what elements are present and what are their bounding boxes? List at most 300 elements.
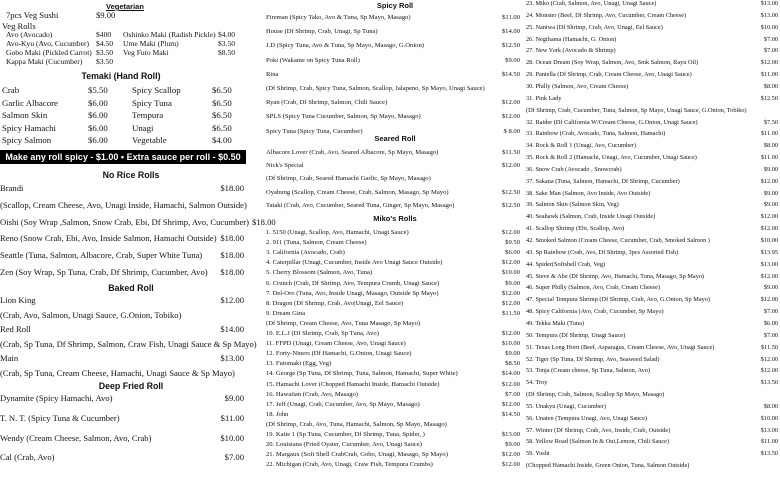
menu-item [266, 341, 520, 348]
menu-item-price: $7.00 [763, 308, 778, 316]
menu-item-price [775, 108, 778, 114]
menu-item-price [257, 340, 260, 349]
menu-item-name: Ryan (Crab, Df Shrimp, Salmon, Chili Sauce) [266, 99, 388, 107]
menu-item [526, 297, 778, 303]
menu-item [266, 361, 520, 368]
menu-item-price: $8.00 [763, 82, 778, 90]
menu-item [266, 190, 520, 197]
menu-item [266, 203, 520, 210]
menu-item [266, 230, 520, 237]
menu-item [526, 179, 778, 185]
menu-item-price: $13.50 [760, 379, 778, 387]
menu-item-price: $12.50 [760, 94, 778, 102]
menu-item-price: $13.00 [760, 426, 778, 434]
menu-item [526, 345, 778, 351]
veg-rolls-label: Veg Rolls [2, 21, 36, 31]
menu-item-price: $14.00 [501, 370, 520, 378]
menu-item-price: $12.50 [501, 201, 520, 209]
menu-item-name: Crab [2, 85, 20, 95]
menu-item-price: $9.00 [763, 201, 778, 209]
menu-item-price: $7.00 [505, 390, 520, 398]
menu-item-name: SPLS (Spicy Tuna Cucumber, Salmon, Sp Mayo, Masago) [266, 113, 421, 121]
menu-item [0, 234, 244, 243]
menu-item-name: 45. Steve & Abe (Df Shrimp, Avo, Hamachi, Tuna, Masago, Sp Mayo) [526, 272, 705, 280]
menu-item-name: Tempura [132, 110, 164, 121]
menu-item-price: $9.00 [505, 441, 520, 449]
menu-item-price [517, 176, 520, 183]
menu-item-name: 16. Hawaiian (Crab, Avo, Masago) [266, 390, 358, 398]
menu-item [266, 281, 520, 288]
menu-item-price: $13.00 [760, 0, 778, 7]
menu-item [526, 202, 778, 208]
menu-item-name: Zen (Soy Wrap, Sp Tuna, Crab, Df Shrimp, Cucumber, Avo) [0, 267, 208, 277]
menu-item-name: 38. Sake Man (Salmon, Avo Inside, Avo Outside) [526, 189, 651, 197]
menu-item-price: $6.50 [212, 97, 232, 108]
menu-item-price: $11.50 [760, 343, 778, 351]
menu-item-price: $11.00 [220, 412, 244, 423]
menu-item [526, 250, 778, 256]
menu-item [526, 214, 778, 220]
menu-item [266, 43, 520, 50]
menu-item [526, 108, 778, 114]
menu-item [526, 13, 778, 19]
menu-item-price: $12.00 [760, 296, 778, 304]
menu-item-price [517, 422, 520, 429]
menu-item-name: (Crab, Sp Tuna, Cream Cheese, Hamachi, Unagi Sauce & Sp Mayo) [0, 367, 235, 378]
menu-item-name: Spicy Hamachi [2, 122, 56, 133]
menu-item-name: (Crab, Sp Tuna, Df Shrimp, Salmon, Craw Fish, Unagi Sauce & Sp Mayo) [0, 338, 257, 349]
menu-item-name: 6. Crunch (Crab, Df Shrimp, Avo, Tempura Crumb, Unagi Sauce) [266, 279, 440, 287]
menu-item-name: 54. Troy [526, 379, 548, 387]
menu-item-price: $12.00 [501, 229, 520, 236]
menu-item [526, 155, 778, 161]
menu-item [0, 453, 244, 462]
menu-item [0, 414, 244, 423]
menu-item-price: $4.00 [212, 135, 232, 146]
menu-item [0, 199, 247, 210]
menu-item-price: $5.50 [88, 85, 108, 95]
menu-item-name: 56. Unaten (Tempura Unagi, Avo, Unagi Sauce) [526, 414, 647, 422]
menu-item-name: Gobo Maki (Pickled Carrot) [6, 48, 92, 57]
menu-item-price [775, 392, 778, 398]
menu-item-price: $12.00 [501, 299, 520, 307]
menu-item-name: Avo-Kyu (Avo, Cucumber) [6, 39, 90, 48]
menu-item [526, 439, 778, 445]
menu-item [526, 1, 778, 7]
menu-item [266, 442, 520, 449]
menu-item-price: $12.00 [760, 213, 778, 221]
spicy-roll-header: Spicy Roll [376, 1, 414, 10]
menu-item-price: $12.00 [501, 99, 520, 107]
menu-item-price [775, 463, 778, 469]
menu-item-name: 59. Yoshi [526, 450, 550, 458]
menu-item-name: 49. Tekka Maki (Tuna) [526, 319, 584, 327]
menu-item-price: $3.50 [96, 57, 114, 66]
menu-item-price: $14.50 [501, 410, 520, 418]
menu-item [0, 338, 257, 349]
menu-item-name: 52. Tiger (Sp Tuna, Df Shrimp, Avo, Seaweed Salad) [526, 355, 660, 363]
menu-item-name: 18. John [266, 410, 289, 418]
menu-item-name: 51. Texas Long Horn (Beef, Asparagus, Cream Cheese, Avo, Unagi Sauce) [526, 343, 715, 351]
menu-item [0, 216, 276, 227]
menu-item-name: 37. Sakana (Tuna, Salmon, Hamachi, Df Shrimp, Cucumber) [526, 177, 680, 185]
menu-item-name: (Df Shrimp, Crab, Cucumber, Tuna, Salmon, Sp Mayo, Unagi Sauce, G.Onion, Tobiko) [526, 106, 747, 114]
menu-item [266, 100, 520, 107]
menu-item-price: $400 [96, 30, 112, 39]
menu-item-price: $6.00 [505, 249, 520, 257]
menu-item [0, 369, 244, 378]
no-rice-header: No Rice Rolls [102, 170, 160, 180]
menu-item-name: 19. Katie 1 (Sp Tuna, Cucumber, Df Shrimp, Tuna, Spider, ) [266, 431, 425, 438]
menu-item-name: 17. Jeff (Unagi, Crab, Cucumber, Avo, Sp Mayo, Masago) [266, 400, 420, 408]
menu-item [266, 402, 520, 409]
menu-item-price: $11.00 [502, 14, 520, 21]
menu-item-name: (Df Shrimp, Crab, Seared Hamachi Garlic, Sp Mayo, Masago) [266, 175, 431, 183]
menu-item [266, 382, 520, 389]
menu-item-name: (Df Shrimp, Crab, Avo, Tuna, Hamachi, Salmon, Sp Mayo, Masago) [266, 420, 447, 428]
menu-item-name: 25. Naniwa (Df Shrimp, Crab, Avo, Unagi, Eel Sauce) [526, 23, 663, 31]
menu-item-price: $7.00 [763, 331, 778, 339]
menu-item-name: 9. Dream Gina [266, 309, 305, 317]
menu-item [526, 428, 778, 434]
menu-item [526, 321, 778, 327]
menu-item [266, 270, 520, 277]
menu-item-name: Kappa Maki (Cucumber) [6, 57, 83, 66]
menu-item-price: $12.00 [501, 451, 520, 459]
menu-item-name: Garlic Albacore [2, 97, 58, 108]
menu-item [526, 416, 778, 422]
menu-item-price: $9.50 [505, 239, 520, 247]
menu-item-price: $14.50 [501, 70, 520, 78]
menu-item [526, 96, 778, 102]
menu-item-price: $12.00 [760, 59, 778, 67]
menu-item [526, 131, 778, 137]
menu-item [526, 60, 778, 66]
menu-item-price: $9.00 [505, 56, 520, 64]
menu-item-price: $12.00 [760, 177, 778, 185]
menu-item-price: $9.00 [763, 189, 778, 197]
menu-item [266, 58, 520, 65]
menu-item-name: Oishi (Soy Wrap ,Salmon, Snow Crab, Ebi, Df Shrimp, Avo, Cucumber) [0, 216, 250, 227]
menu-item [526, 84, 778, 90]
menu-item-name: Red Roll [0, 324, 31, 334]
menu-item-name: Cal (Crab, Avo) [0, 452, 55, 463]
menu-item [526, 451, 778, 457]
menu-item-price: $12.50 [501, 42, 520, 50]
menu-item-price: $12.00 [501, 289, 520, 297]
menu-item-name: (Crab, Avo, Salmon, Unagi Sauce, G.Onion, Tobiko) [0, 309, 182, 320]
menu-item-price: $9.00 [763, 165, 778, 173]
menu-item-price: $7.00 [763, 35, 778, 43]
menu-item-name: Wendy (Cream Cheese, Salmon, Avo, Crab) [0, 432, 152, 443]
menu-item [266, 29, 520, 36]
menu-item [266, 371, 520, 378]
menu-item-name: 46. Super Philly (Salmon, Avo, Crab, Cream Cheese) [526, 284, 661, 292]
menu-item-price: $10.00 [760, 23, 778, 31]
menu-item-name: 41. Scallop Shrimp (Ebi, Scallop, Avo) [526, 225, 625, 233]
menu-item-price: $11.50 [502, 149, 520, 156]
menu-item [526, 238, 778, 244]
menu-item-name: 7. Del-Oro (Tuna, Avo, Inside Unagi, Masago, Outside Sp Mayo) [266, 289, 439, 297]
menu-item-price: $7.00 [763, 47, 778, 55]
menu-item-name: 36. Snow Crab (Avocado , Snowcrab) [526, 165, 622, 173]
menu-item [266, 260, 520, 267]
menu-item-name: 50. Tempura (Df Shrimp, Unagi Sauce) [526, 331, 626, 339]
menu-item-name: 15. Hamachi Lover (Chopped Hamachi Inside, Hamachi Outside) [266, 380, 440, 388]
menu-item-price: $6.00 [88, 97, 108, 108]
menu-item-name: 34. Rock & Roll 1 (Unagi, Avo, Cucumber) [526, 142, 637, 150]
menu-item [266, 351, 520, 358]
menu-item [0, 394, 244, 403]
menu-item-price [241, 369, 244, 378]
menu-item-price: $12.00 [760, 355, 778, 363]
menu-item [526, 37, 778, 43]
menu-item-name: 10. E.L.J (Df Shrimp, Crab, Sp Tuna, Avo) [266, 330, 379, 337]
menu-item-price: $6.00 [88, 110, 108, 121]
menu-item [0, 251, 244, 260]
menu-item-name: 3. California (Avocado, Crab) [266, 249, 345, 257]
menu-item [0, 311, 244, 320]
menu-item [266, 462, 520, 469]
menu-item [0, 325, 244, 334]
menu-item-name: (Df Shrimp, Cream Cheese, Avo, Tuna Masago, Sp Mayo) [266, 319, 421, 327]
menu-item-price: $12.00 [760, 225, 778, 233]
menu-item [526, 25, 778, 31]
veg-sushi-title: 7pcs Veg Sushi [6, 10, 59, 20]
menu-item [526, 167, 778, 173]
menu-item-name: 12. Forty-Niners (Df Hamachi, G.Onion, Unagi Sauce) [266, 350, 412, 358]
menu-item-price: $12.50 [501, 188, 520, 196]
menu-item-price: $6.00 [763, 319, 778, 327]
seared-roll-header: Seared Roll [374, 134, 416, 143]
menu-item-price: $18.00 [220, 233, 244, 244]
menu-item-name: 2. 911 (Tuna, Salmon, Cream Cheese) [266, 239, 367, 247]
veg-sushi-price: $9.00 [96, 10, 116, 20]
menu-item [526, 285, 778, 291]
menu-item [266, 432, 520, 439]
menu-item-price: $8.00 [763, 402, 778, 410]
menu-item [0, 296, 244, 305]
menu-item [526, 143, 778, 149]
menu-item [266, 176, 520, 183]
menu-item-price: $10.00 [501, 340, 520, 348]
menu-item-price: $9.00 [505, 350, 520, 358]
menu-item-name: Lion King [0, 295, 36, 305]
menu-item [266, 392, 520, 399]
menu-item-name: 58. Yellow Road (Salmon In & Out,Lemon, Chili Sauce) [526, 438, 670, 446]
menu-item-price: $13.00 [220, 353, 244, 363]
menu-item [266, 72, 520, 79]
menu-item [526, 380, 778, 386]
menu-item-name: 30. Philly (Salmon, Avo, Cream Cheese) [526, 82, 629, 90]
menu-item-price: $12.00 [501, 380, 520, 388]
menu-item-name: 27. New York (Avocado & Shrimp) [526, 47, 616, 55]
menu-item-name: 35. Rock & Roll 2 (Hamachi, Unagi, Avo, Cucumber, Unagi Sauce) [526, 154, 697, 162]
menu-item-price: $9.00 [224, 393, 244, 403]
menu-item-name: Dynamite (Spicy Hamachi, Avo) [0, 393, 113, 403]
menu-item-name: 57. Winter (Df Shrimp, Crab, Avo, Inside, Crab, Outside) [526, 426, 671, 434]
menu-item-price: $11.00 [760, 438, 778, 446]
menu-item-price: $18.00 [220, 183, 244, 193]
menu-item-price: $6.50 [212, 85, 232, 95]
menu-item-price: $10.00 [760, 414, 778, 422]
menu-item-price: $11.50 [502, 309, 520, 317]
menu-item-name: 22. Michigan (Crab, Avo, Unagi, Craw Fish, Tempura Crumbs) [266, 461, 433, 469]
menu-item-name: Oyabung (Scallop, Cream Cheese, Crab, Salmon, Masago, Sp Mayo) [266, 188, 449, 196]
menu-item-price: $11.00 [760, 130, 778, 138]
menu-item-name: Tataki (Crab, Avo, Cucumber, Seared Tuna, Ginger, Sp Mayo, Masago) [266, 201, 455, 209]
menu-item [266, 250, 520, 257]
menu-item-price: $12.00 [760, 272, 778, 280]
menu-item-name: J.D (Spicy Tuna, Avo & Tuna, Sp Mayo, Masago, G.Onion) [266, 42, 424, 50]
menu-item-price: $12.00 [501, 461, 520, 469]
menu-item-price: $13.00 [760, 260, 778, 268]
menu-item-name: Seattle (Tuna, Salmon, Albacore, Crab, Super White Tuna) [0, 250, 203, 261]
menu-item-name: 39. Salmon Skin (Salmon Skin, Veg) [526, 201, 619, 209]
menu-item-price: $8.50 [505, 360, 520, 368]
menu-item-name: 32. Raider (Df California W/Cream Cheese, G.Onion, Unagi Sauce) [526, 118, 698, 126]
menu-item-name: Nick's Special [266, 162, 304, 170]
temaki-header: Temaki (Hand Roll) [81, 71, 161, 81]
menu-item [0, 354, 244, 363]
menu-item-price: $7.50 [763, 118, 778, 126]
menu-item-price: $12.00 [501, 162, 520, 170]
menu-item-price: $7.00 [224, 452, 244, 463]
menu-item [266, 291, 520, 298]
menu-item [526, 226, 778, 232]
menu-item-price: $9.00 [763, 284, 778, 292]
menu-item-name: T. N. T. (Spicy Tuna & Cucumber) [0, 412, 120, 423]
menu-item-price: $13.00 [501, 431, 520, 438]
menu-item [266, 311, 520, 318]
vegetarian-label: Vegetarian [106, 2, 144, 11]
menu-item [0, 268, 244, 277]
menu-item-price: $4.50 [96, 39, 114, 48]
menu-item-name: 23. Miko (Crab, Salmon, Avo, Unagi, Unagi Sauce) [526, 0, 657, 7]
menu-item [266, 452, 520, 459]
menu-item-price: $18.00 [252, 216, 276, 227]
menu-item [266, 114, 520, 121]
menu-item-name: 40. Seahawk (Salmon, Crab, Inside Unagi Outside) [526, 213, 656, 221]
menu-item [526, 392, 778, 398]
baked-header: Baked Roll [108, 283, 154, 293]
menu-item-name: Fireman (Spicy Tako, Avo & Tuna, Sp Mayo, Masago) [266, 14, 411, 21]
menu-item-price [517, 321, 520, 328]
menu-item-name: 13. Futomaki (Egg, Veg) [266, 360, 332, 368]
menu-item-price: $6.00 [88, 135, 108, 146]
menu-item [0, 184, 244, 193]
menu-item-name: 14. George (Sp Tuna, Df Shrimp, Tuna, Salmon, Hamachi, Super White) [266, 370, 458, 378]
menu-item-price: $12.00 [501, 400, 520, 408]
menu-item-name: Veg Futo Maki [123, 48, 169, 57]
menu-item-price: $6.50 [212, 122, 232, 133]
menu-item-price: $3.50 [218, 39, 236, 48]
menu-item-name: 53. Tonja (Cream cheese, Sp Tuna, Salmon, Avo) [526, 367, 651, 375]
menu-item-name: Main [0, 353, 19, 363]
menu-item-name: Poki (Wakame on Spicy Tuna Roll) [266, 56, 360, 64]
menu-item [266, 301, 520, 308]
menu-item [526, 72, 778, 78]
menu-item-price [247, 201, 250, 210]
menu-item-price: $6.50 [212, 110, 232, 121]
menu-item-price: $6.00 [88, 122, 108, 133]
menu-item-price: $12.00 [501, 330, 520, 337]
menu-item-price: $8.00 [763, 142, 778, 150]
menu-item-name: Vegetable [132, 135, 167, 146]
menu-item-name: 1. 5150 (Unagi, Scallop, Avo, Hamachi, Unagi Sauce) [266, 229, 409, 236]
menu-item [526, 309, 778, 315]
menu-item-price: $12.00 [501, 113, 520, 121]
deep-fried-header: Deep Fried Roll [98, 381, 164, 391]
menu-item-name: 47. Special Tempura Shrimp (Df Shrimp, Crab, Avo, G.Onion, Sp Mayo) [526, 296, 711, 304]
menu-item-name: 8. Dragon (Df Shrimp, Crab, Avo|Unagi, Eel Sauce) [266, 299, 404, 307]
menu-item-price: $8.50 [218, 48, 236, 57]
menu-item [266, 412, 520, 419]
menu-item [526, 463, 778, 469]
menu-item-price: $ 8.00 [503, 127, 520, 135]
menu-item-price: $13.00 [760, 11, 778, 19]
menu-item-name: (Df Shrimp, Crab, Salmon, Scallop Sp Mayo, Masago) [526, 391, 665, 399]
menu-item-name: Avo (Avocado) [6, 30, 53, 39]
menu-item-name: 55. Unakyu (Unagi, Cucumber) [526, 402, 606, 410]
menu-item-price: $12.00 [220, 295, 244, 305]
menu-item-name: 44. Spider(Softshell Crab, Veg) [526, 260, 606, 268]
menu-item-name: 21. Margaux (Soft Shell CrabCrab, Gobo, Unagi, Masago, Sp Mayo) [266, 451, 448, 459]
menu-item-price: $13.50 [760, 450, 778, 458]
menu-item-name: 11. FFPD (Unagi, Cream Cheese, Avo, Unagi Sauce) [266, 340, 406, 348]
menu-item-name: 43. Sp Rainbow (Crab, Avo, Df Shrimp, 3pcs Assorted Fish) [526, 248, 679, 256]
menu-item [526, 48, 778, 54]
menu-item-price: $9.00 [505, 279, 520, 287]
menu-item-name: 28. Ocean Dream (Soy Wrap, Salmon, Avo, Smk Salmon, Rayu Oil) [526, 59, 699, 67]
mikos-rolls-header: Miko's Rolls [373, 214, 417, 223]
menu-item-name: Albacore Lover (Crab, Avo, Seared Albacore, Sp Mayo, Masago) [266, 149, 439, 156]
menu-item-name: Spicy Scallop [132, 85, 181, 95]
menu-item [266, 240, 520, 247]
menu-item [266, 331, 520, 338]
menu-item-name: 24. Monster (Beef, Df Shrimp, Avo, Cucumber, Cream Cheese) [526, 11, 686, 19]
menu-item-price: $10.00 [501, 269, 520, 277]
menu-item-name: (Scallop, Cream Cheese, Avo, Unagi Inside, Hamachi, Salmon Outside) [0, 199, 247, 210]
menu-item-price: $10.00 [220, 432, 244, 443]
menu-item-name: 48. Spicy California (Avo, Crab, Cucumber, Sp Mayo) [526, 308, 664, 316]
menu-item-name: 42. Smoked Salmon (Cream Cheese, Cucumber, Crab, Smoked Salmon ) [526, 237, 710, 244]
menu-item-name: 33. Rainbow (Crab, Avocado, Tuna, Salmon, Hamachi) [526, 130, 666, 138]
menu-item-price: $18.00 [220, 267, 244, 277]
menu-item-name: (Chopped Hamachi Inside, Green Onion, Tuna, Salmon Outside) [526, 462, 690, 470]
menu-item-price: $14.00 [220, 324, 244, 334]
menu-item-name: 5. Cherry Blossom (Salmon, Avo, Tuna) [266, 269, 373, 277]
menu-item-price: $13.95 [760, 248, 778, 256]
menu-item [266, 321, 520, 328]
menu-item [526, 357, 778, 363]
menu-item-name: 20. Louisiana (Fried Oyster, Cucumber, Avo, Unagi Sauce) [266, 441, 422, 449]
menu-item-name: Spicy Tuna (Spicy Tuna, Cucumber) [266, 127, 363, 135]
menu-item-name: 31. Pink Lady [526, 94, 562, 102]
menu-item-price: $12.00 [501, 259, 520, 267]
menu-item [526, 404, 778, 410]
menu-item-price: $14.00 [501, 28, 520, 36]
menu-item [526, 333, 778, 339]
menu-item-price [517, 86, 520, 93]
menu-item-name: 29. Paniella (Df Shrimp, Crab, Cream Cheese, Avo, Unagi Sauce) [526, 71, 692, 79]
menu-item-name: Spicy Tuna [132, 97, 172, 108]
menu-item [266, 150, 520, 157]
menu-item-name: Brandi [0, 183, 24, 193]
menu-item-name: Reno (Snow Crab, Ebi, Avo, Inside Salmon, Hamachi Outside) [0, 233, 217, 244]
menu-item [526, 274, 778, 280]
menu-item-name: Spicy Salmon [2, 135, 52, 146]
